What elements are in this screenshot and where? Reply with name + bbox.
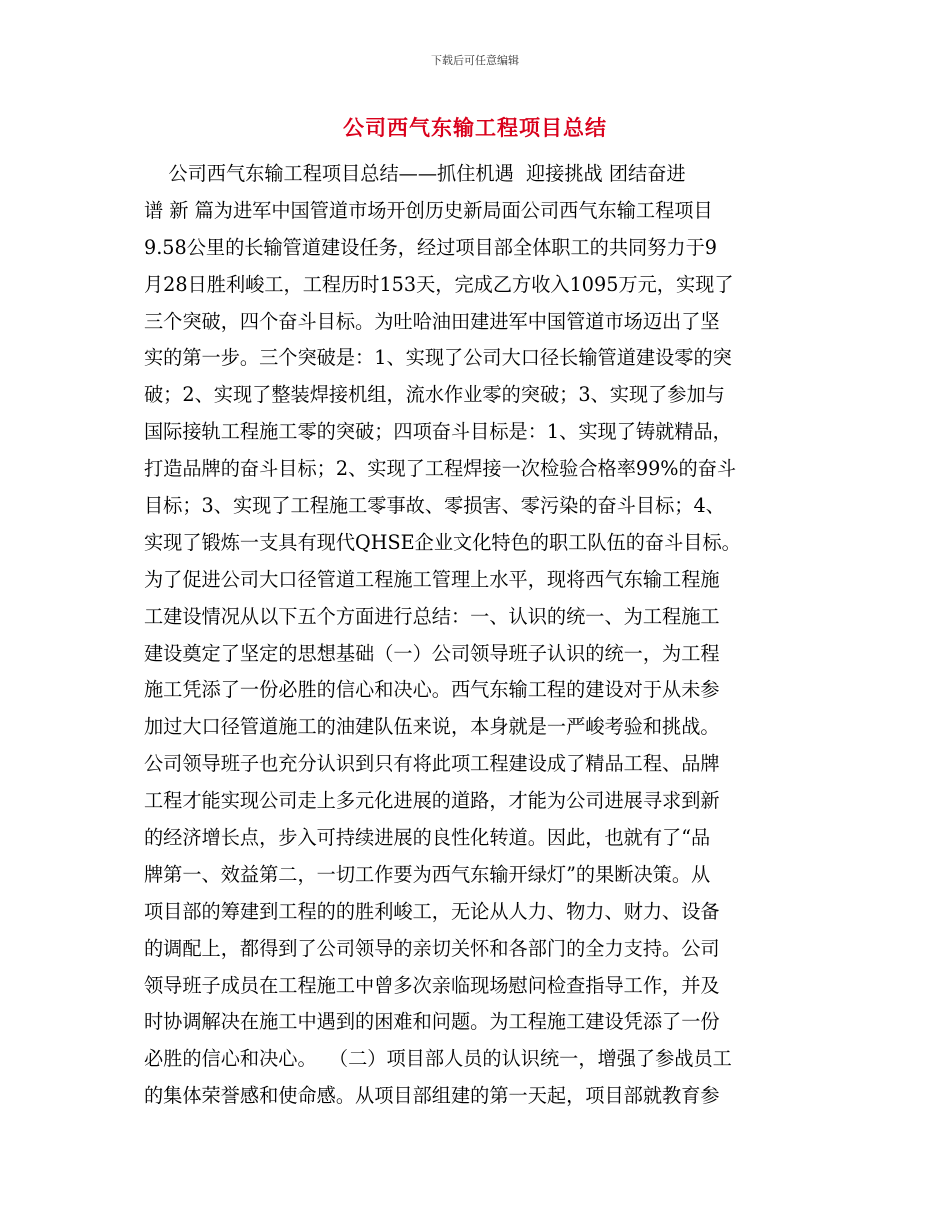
body-line: 的集体荣誉感和使命感。从项目部组建的第一天起，项目部就教育参 — [144, 1084, 720, 1108]
body-line: 必胜的信心和决心。 （二）项目部人员的认识统一，增强了参战员工 — [144, 1047, 732, 1071]
body-line: 实的第一步。三个突破是：1、实现了公司大口径长输管道建设零的突 — [144, 346, 732, 370]
body-line: 领导班子成员在工程施工中曾多次亲临现场慰问检查指导工作，并及 — [144, 973, 720, 997]
body-line: 国际接轨工程施工零的突破；四项奋斗目标是：1、实现了铸就精品， — [144, 420, 732, 444]
body-line: 时协调解决在施工中遇到的困难和问题。为工程施工建设凭添了一份 — [144, 1010, 720, 1034]
body-line: 公司领导班子也充分认识到只有将此项工程建设成了精品工程、品牌 — [144, 752, 720, 776]
body-line: 谱 新 篇为进军中国管道市场开创历史新局面公司西气东输工程项目 — [144, 198, 713, 222]
body-line: 的调配上，都得到了公司领导的亲切关怀和各部门的全力支持。公司 — [144, 936, 720, 960]
body-line: 打造品牌的奋斗目标；2、实现了工程焊接一次检验合格率99%的奋斗 — [144, 457, 737, 481]
page-header-note: 下载后可任意编辑 — [431, 54, 519, 67]
body-line: 三个突破，四个奋斗目标。为吐哈油田建进军中国管道市场迈出了坚 — [144, 309, 720, 333]
body-line: 目标；3、实现了工程施工零事故、零损害、零污染的奋斗目标；4、 — [144, 494, 725, 518]
document-title: 公司西气东输工程项目总结 — [343, 115, 607, 140]
document-body — [144, 156, 809, 1115]
body-line: 破；2、实现了整装焊接机组，流水作业零的突破；3、实现了参加与 — [144, 383, 725, 407]
body-line: 的经济增长点，步入可持续进展的良性化转道。因此，也就有了“品 — [144, 826, 711, 850]
body-line: 工程才能实现公司走上多元化进展的道路，才能为公司进展寻求到新 — [144, 789, 720, 813]
body-line: 建设奠定了坚定的思想基础（一）公司领导班子认识的统一，为工程 — [144, 641, 720, 665]
body-line: 施工凭添了一份必胜的信心和决心。西气东输工程的建设对于从未参 — [144, 678, 720, 702]
body-line: 加过大口径管道施工的油建队伍来说，本身就是一严峻考验和挑战。 — [144, 715, 720, 739]
body-line: 项目部的筹建到工程的的胜利峻工，无论从人力、物力、财力、设备 — [144, 899, 720, 923]
body-line: 牌第一、效益第二，一切工作要为西气东输开绿灯”的果断决策。从 — [144, 862, 711, 886]
body-line: 9.58公里的长输管道建设任务，经过项目部全体职工的共同努力于9 — [144, 235, 717, 259]
body-line: 公司西气东输工程项目总结——抓住机遇 迎接挑战 团结奋进 — [144, 162, 686, 185]
body-line: 月28日胜利峻工，工程历时153天，完成乙方收入1095万元，实现了 — [144, 272, 734, 296]
body-line: 实现了锻炼一支具有现代QHSE企业文化特色的职工队伍的奋斗目标。 — [144, 530, 741, 554]
body-line: 为了促进公司大口径管道工程施工管理上水平，现将西气东输工程施 — [144, 567, 720, 591]
body-line: 工建设情况从以下五个方面进行总结：一、认识的统一、为工程施工 — [144, 604, 720, 628]
